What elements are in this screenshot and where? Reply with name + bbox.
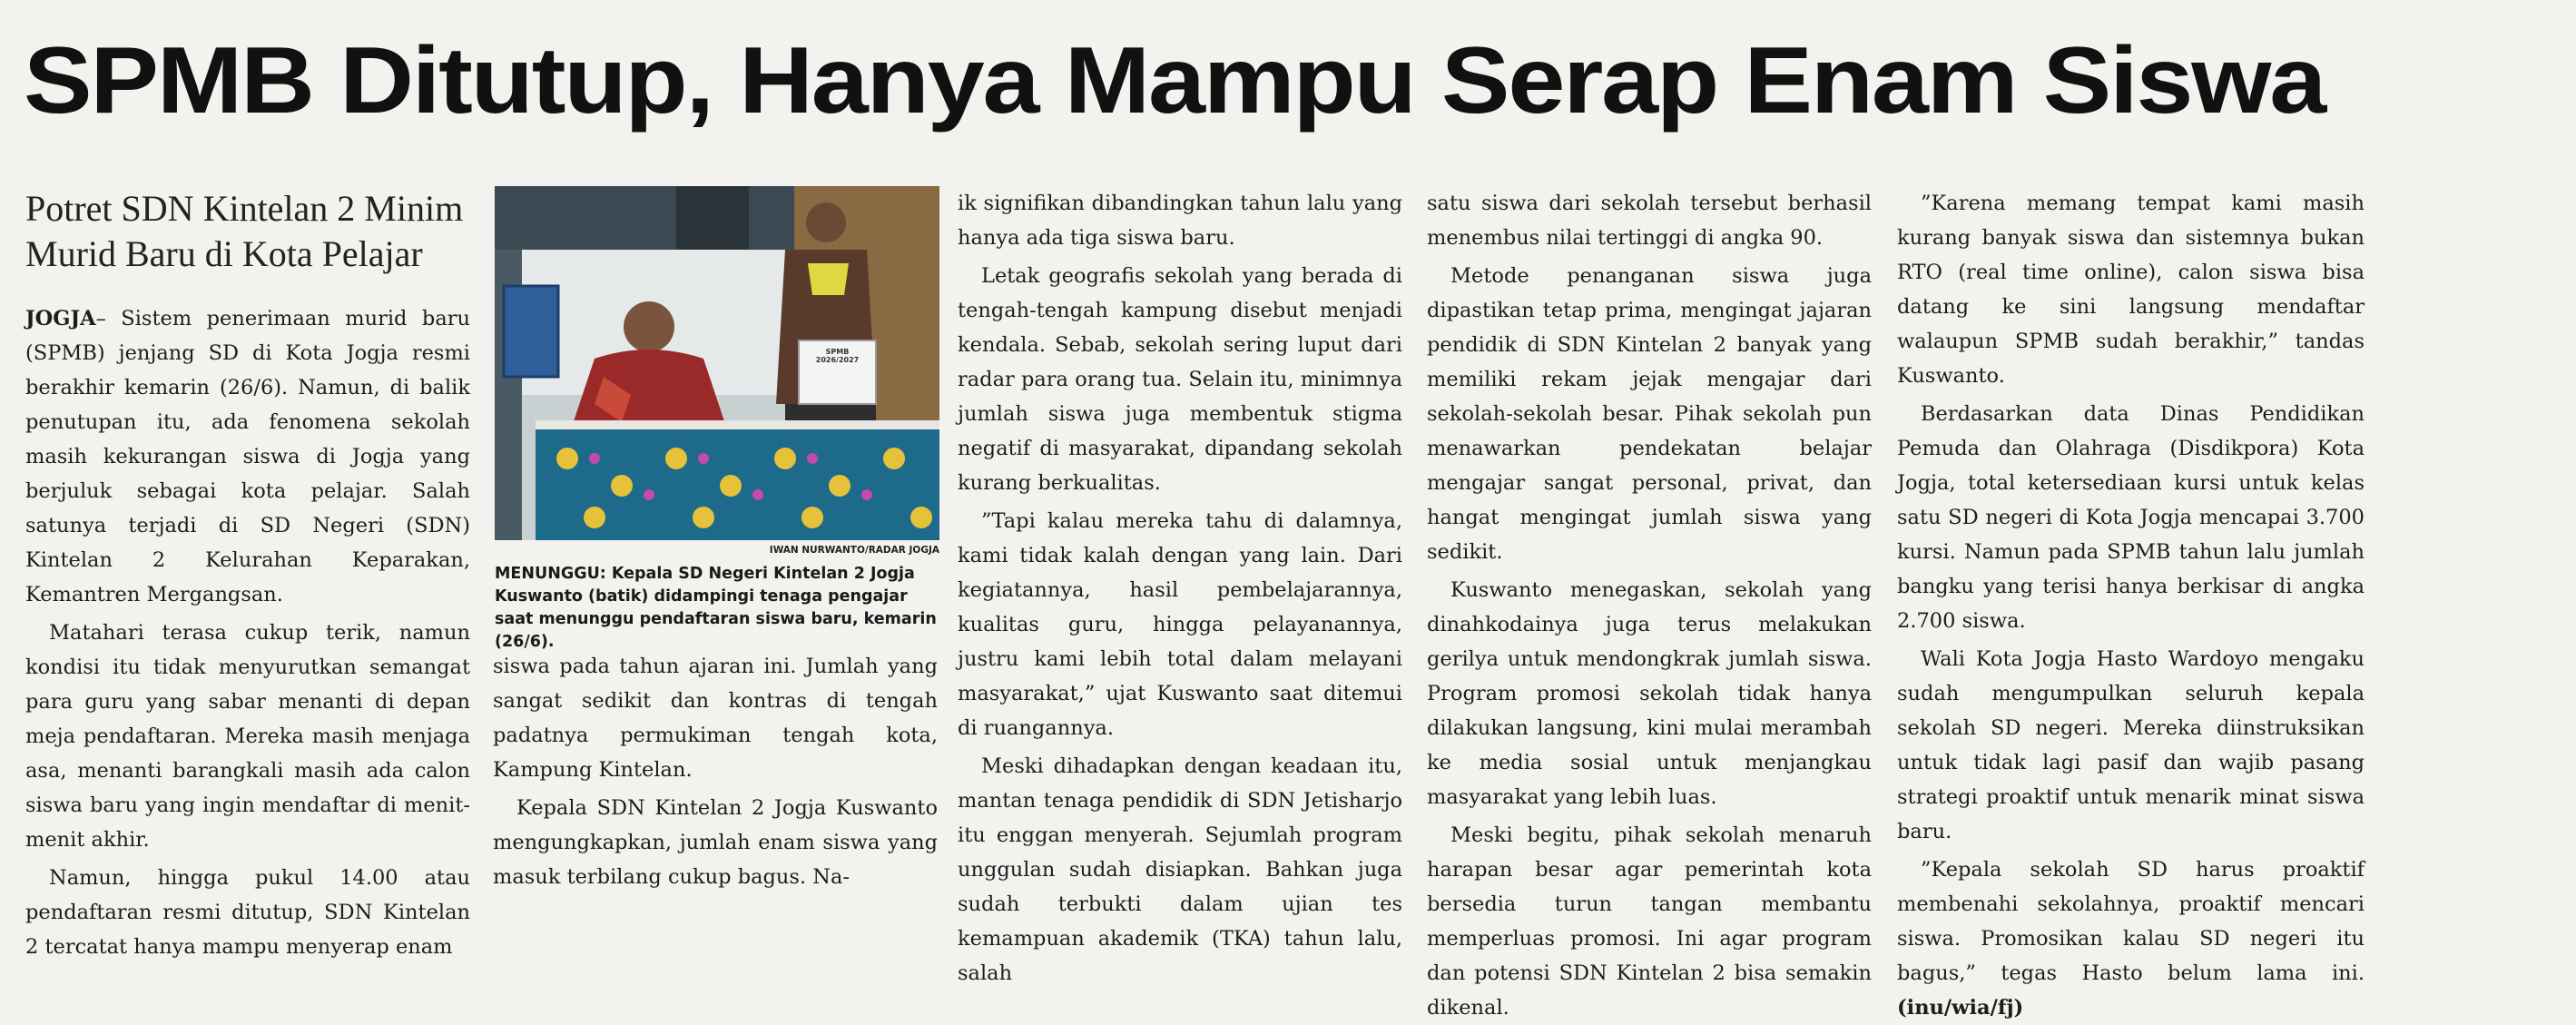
article-paragraph: Meski begitu, pihak sekolah menaruh harapan besar agar pemerintah kota bersedia turun tangan membantu memperluas promosi. Ini agar program dan potensi SDN Kintelan 2 bisa semakin dikenal. — [1427, 823, 1872, 1020]
article-subheadline: Potret SDN Kintelan 2 Minim Murid Baru di Kota Pelajar — [25, 188, 464, 274]
article-paragraph: Letak geografis sekolah yang berada di tengah-tengah kampung disebut menjadi kendala. Sebab, sekolah sering luput dari radar para orang tua. Selain itu, minimnya jumlah siswa juga membentuk stigma negatif di masyarakat, dipandang sekolah kurang berkualitas. — [958, 264, 1402, 495]
article-paragraph: ik signifikan dibandingkan tahun lalu yang hanya ada tiga siswa baru. — [958, 192, 1402, 250]
article-photo — [495, 186, 939, 540]
article-paragraph: siswa pada tahun ajaran ini. Jumlah yang sangat sedikit dan kontras di tengah padatnya permukiman tengah kota, Kampung Kintelan. — [493, 655, 938, 782]
paragraph-text: – Sistem penerimaan murid baru (SPMB) jenjang SD di Kota Jogja resmi berakhir kemarin (26/6). Namun, di balik penutupan itu, ada fenomena sekolah masih kekurangan siswa di Jogja yang berjuluk sebagai kota pelajar. Salah satunya terjadi di SD Negeri (SDN) Kintelan 2 Kelurahan Keparakan, Kemantren Mergangsan. — [25, 307, 470, 606]
article-paragraph — [1897, 853, 2365, 1025]
dateline: JOGJA — [25, 307, 96, 330]
article-headline: SPMB Ditutup, Hanya Mampu Serap Enam Siswa — [24, 28, 2325, 133]
article-column-4 — [1427, 186, 1872, 1020]
article-paragraph: ”Karena memang tempat kami masih kurang banyak siswa dan sistemnya bukan RTO (real time online), calon siswa bisa datang ke sini langsung mendaftar walaupun SPMB sudah berakhir,” tandas Kuswanto. — [1897, 192, 2365, 388]
article-paragraph — [25, 301, 470, 612]
article-paragraph: satu siswa dari sekolah tersebut berhasil menembus nilai tertinggi di angka 90. — [1427, 192, 1872, 250]
registration-sign: SPMB 2026/2027 — [815, 348, 860, 364]
author-initials: (inu/wia/fj) — [1897, 996, 2024, 1020]
article-paragraph: Meski dihadapkan dengan keadaan itu, mantan tenaga pendidik di SDN Jetisharjo itu enggan menyerah. Sejumlah program unggulan sudah disiapkan. Bahkan juga sudah terbukti dalam ujian tes kemampuan akademik (TKA) tahun lalu, salah — [958, 754, 1402, 985]
photo-caption: MENUNGGU: Kepala SD Negeri Kintelan 2 Jogja Kuswanto (batik) didampingi tenaga pengajar saat menunggu pendaftaran siswa baru, kemarin (26/6). — [495, 565, 937, 651]
article-column-3 — [958, 186, 1402, 985]
article-paragraph: Berdasarkan data Dinas Pendidikan Pemuda dan Olahraga (Disdikpora) Kota Jogja, total ketersediaan kursi untuk kelas satu SD negeri di Kota Jogja mencapai 3.700 kursi. Namun pada SPMB tahun lalu jumlah bangku yang terisi hanya berkisar di angka 2.700 siswa. — [1897, 402, 2365, 633]
photo-credit: IWAN NURWANTO/RADAR JOGJA — [769, 545, 939, 556]
article-paragraph: ”Tapi kalau mereka tahu di dalamnya, kami tidak kalah dengan yang lain. Dari kegiatannya, hasil pembelajarannya, kualitas guru, hingga pelayanannya, justru kami lebih total dalam melayani masyarakat,” ujat Kuswanto saat ditemui di ruangannya. — [958, 509, 1402, 740]
article-paragraph: Metode penanganan siswa juga dipastikan tetap prima, mengingat jajaran pendidik di SDN Kintelan 2 banyak yang memiliki rekam jejak mengajar dari sekolah-sekolah besar. Pihak sekolah pun menawarkan pendekatan belajar mengajar sangat personal, privat, dan hangat mengingat jumlah siswa yang sedikit. — [1427, 264, 1872, 564]
article-column-2 — [493, 649, 938, 894]
article-paragraph: Kepala SDN Kintelan 2 Jogja Kuswanto mengungkapkan, jumlah enam siswa yang masuk terbilang cukup bagus. Na- — [493, 796, 938, 889]
paragraph-text: ”Kepala sekolah SD harus proaktif membenahi sekolahnya, proaktif mencari siswa. Promosikan kalau SD negeri itu bagus,” tegas Hasto belum lama ini. — [1897, 858, 2365, 985]
article-column-5 — [1897, 186, 2365, 1020]
article-paragraph: Kuswanto menegaskan, sekolah yang dinahkodainya juga terus melakukan gerilya untuk mendongkrak jumlah siswa. Program promosi sekolah tidak hanya dilakukan langsung, kini mulai merambah ke media sosial untuk menjangkau masyarakat yang lebih luas. — [1427, 578, 1872, 809]
article-paragraph: Namun, hingga pukul 14.00 atau pendaftaran resmi ditutup, SDN Kintelan 2 tercatat hanya mampu menyerap enam — [25, 866, 470, 959]
article-paragraph: Wali Kota Jogja Hasto Wardoyo mengaku sudah mengumpulkan seluruh kepala sekolah SD negeri. Mereka diinstruksikan untuk tidak lagi pasif dan wajib pasang strategi proaktif untuk menarik minat siswa baru. — [1897, 647, 2365, 843]
article-column-1 — [25, 301, 470, 959]
article-paragraph: Matahari terasa cukup terik, namun kondisi itu tidak menyurutkan semangat para guru yang sabar menanti di depan meja pendaftaran. Mereka masih menjaga asa, menanti barangkali masih ada calon siswa baru yang ingin mendaftar di menit-menit akhir. — [25, 621, 470, 852]
